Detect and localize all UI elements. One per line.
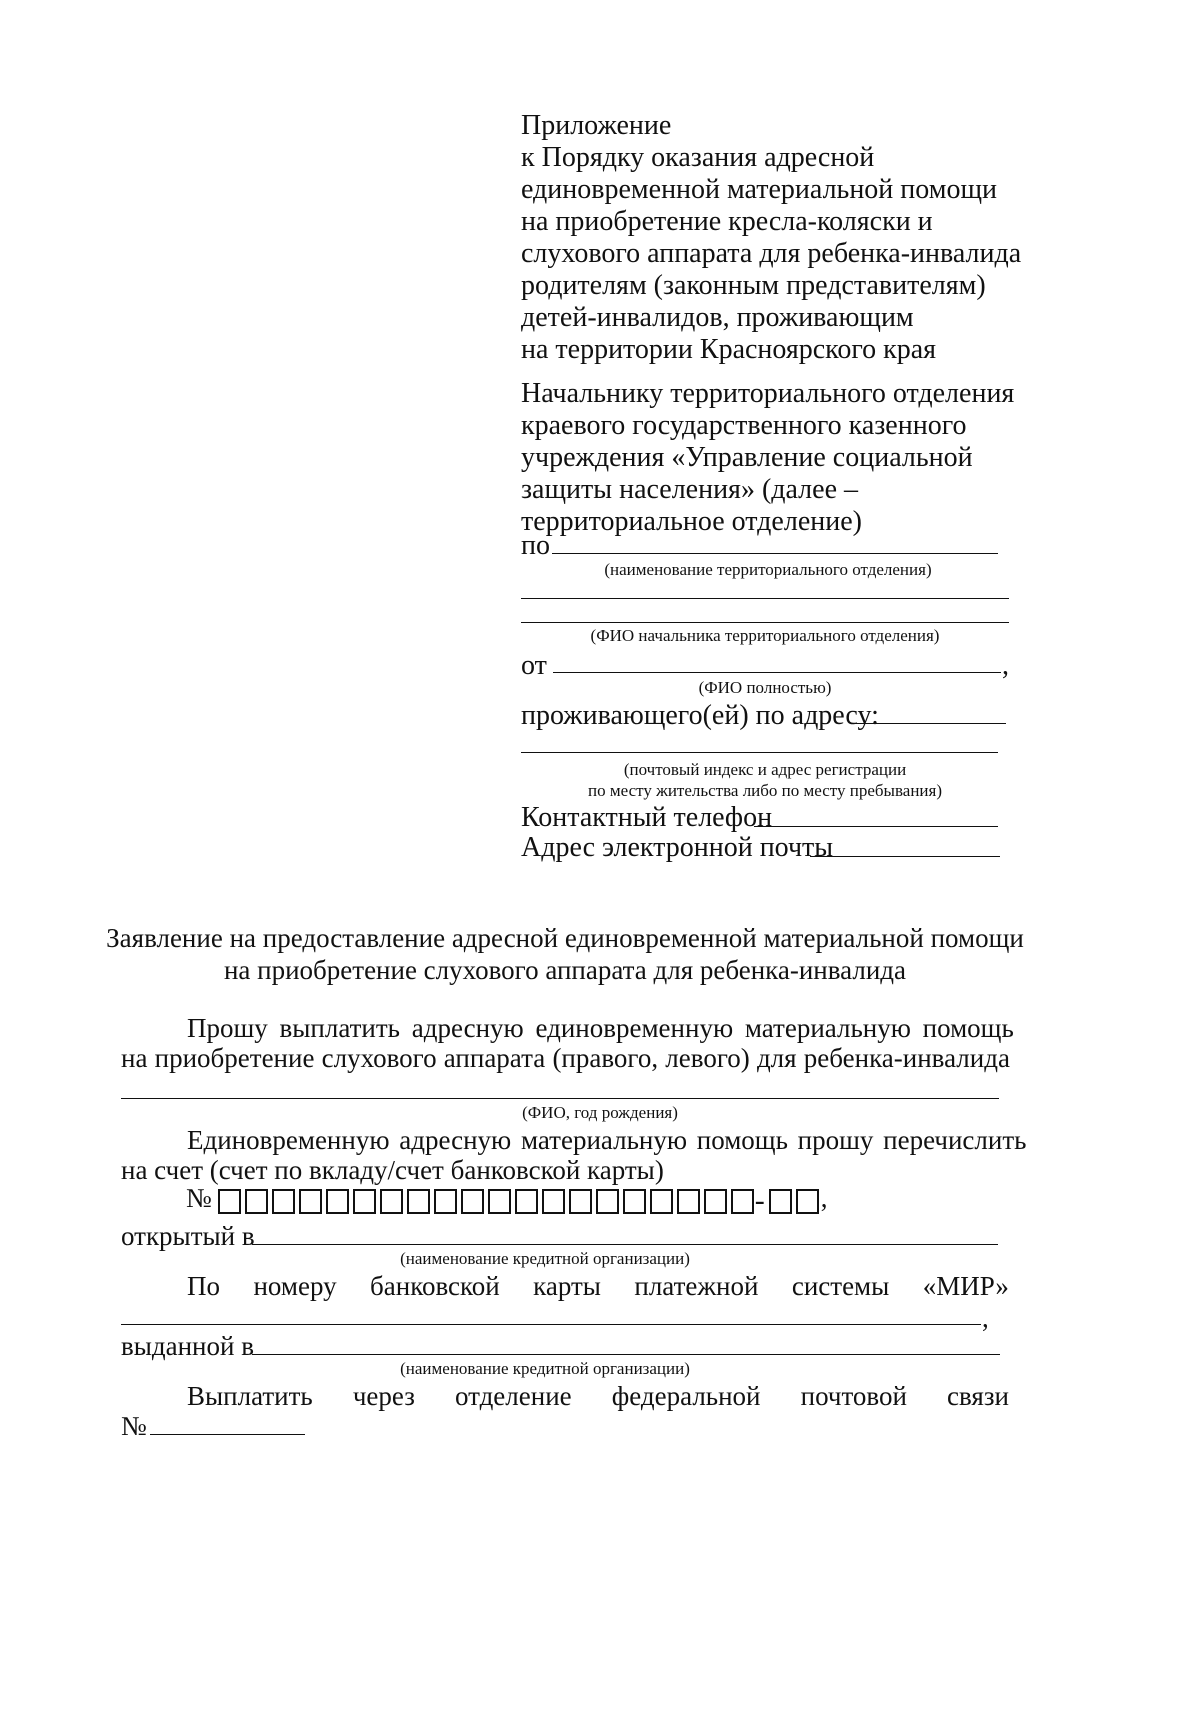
- account-digit-box[interactable]: [796, 1189, 819, 1214]
- appendix-line: на территории Красноярского края: [521, 334, 937, 365]
- word: номеру: [253, 1271, 337, 1301]
- account-no-sign: №: [186, 1183, 212, 1213]
- appendix-line: родителям (законным представителям): [521, 270, 986, 301]
- opened-in-field[interactable]: [252, 1244, 998, 1245]
- addressee-line: Начальнику территориального отделения: [521, 378, 1015, 409]
- post-no-sign: №: [121, 1411, 147, 1441]
- email-field[interactable]: [810, 856, 1000, 857]
- account-digit-box[interactable]: [731, 1189, 754, 1214]
- word: для: [756, 1043, 797, 1073]
- opened-in-caption: (наименование кредитной организации): [400, 1249, 690, 1268]
- address-field-2[interactable]: [521, 752, 998, 753]
- title-line-1: Заявление на предоставление адресной единовременной материальной помощи: [106, 923, 1024, 953]
- word: приобретение: [154, 1043, 315, 1073]
- addressee-line: учреждения «Управление социальной: [521, 442, 973, 473]
- account-digit-box[interactable]: [380, 1189, 403, 1214]
- from-label: от: [521, 650, 547, 681]
- title-line-2: на приобретение слухового аппарата для ребенка-инвалида: [223, 955, 907, 985]
- post-office-line: [187, 1380, 1009, 1412]
- document-title: [0, 922, 1130, 986]
- account-digit-box[interactable]: [569, 1189, 592, 1214]
- chief-name-caption: (ФИО начальника территориального отделения): [590, 626, 940, 645]
- word: карты: [533, 1271, 601, 1301]
- account-digit-box[interactable]: [488, 1189, 511, 1214]
- appendix-line: к Порядку оказания адресной: [521, 142, 875, 173]
- from-comma: ,: [1002, 650, 1009, 681]
- issued-in-label: выданной в: [121, 1331, 254, 1361]
- word: По: [187, 1271, 220, 1301]
- address-caption-2: по месту жительства либо по месту пребывания): [588, 781, 942, 800]
- appendix-line: на приобретение кресла-коляски и: [521, 206, 933, 237]
- child-name-caption: (ФИО, год рождения): [522, 1103, 678, 1122]
- appendix-line: детей-инвалидов, проживающим: [521, 302, 914, 333]
- word: системы: [791, 1271, 890, 1301]
- account-digit-box[interactable]: [461, 1189, 484, 1214]
- word: федеральной: [611, 1381, 761, 1411]
- word: «МИР»: [922, 1271, 1009, 1301]
- opened-in-label: открытый в: [121, 1221, 255, 1251]
- appendix-line: единовременной материальной помощи: [521, 174, 997, 205]
- transfer-line-1: Единовременную адресную материальную помощь прошу перечислить: [187, 1125, 1027, 1155]
- account-digit-box[interactable]: [596, 1189, 619, 1214]
- issued-in-field[interactable]: [252, 1354, 1000, 1355]
- from-caption: (ФИО полностью): [698, 678, 832, 697]
- account-number-row: [186, 1182, 828, 1217]
- email-label: Адрес электронной почты: [521, 832, 834, 863]
- card-number-field[interactable]: [121, 1324, 981, 1325]
- po-field[interactable]: [552, 553, 998, 554]
- from-field[interactable]: [553, 672, 1001, 673]
- addressee-block: [521, 378, 1014, 538]
- address-caption-1: (почтовый индекс и адрес регистрации: [623, 760, 907, 779]
- address-field-1[interactable]: [852, 723, 1006, 724]
- account-digit-box[interactable]: [515, 1189, 538, 1214]
- account-digit-box[interactable]: [677, 1189, 700, 1214]
- appendix-header: [521, 110, 1021, 366]
- account-comma: ,: [820, 1183, 828, 1213]
- request-line-1: Прошу выплатить адресную единовременную материальную помощь: [187, 1013, 1014, 1043]
- addressee-line: территориальное отделение): [521, 506, 862, 537]
- account-digit-box[interactable]: [542, 1189, 565, 1214]
- account-digit-box[interactable]: [299, 1189, 322, 1214]
- word: через: [352, 1381, 415, 1411]
- chief-name-field-2[interactable]: [521, 622, 1009, 623]
- appendix-title: Приложение: [521, 110, 672, 141]
- mir-card-line: [187, 1270, 1009, 1302]
- account-digit-box[interactable]: [623, 1189, 646, 1214]
- addressee-line: защиты населения» (далее –: [521, 474, 859, 505]
- phone-label: Контактный телефон: [521, 802, 773, 833]
- account-digit-box[interactable]: [769, 1189, 792, 1214]
- word: (правого,: [552, 1043, 659, 1073]
- word: слухового: [321, 1043, 437, 1073]
- account-digit-box[interactable]: [434, 1189, 457, 1214]
- account-digit-box[interactable]: [326, 1189, 349, 1214]
- chief-name-field-1[interactable]: [521, 598, 1009, 599]
- post-office-number-field[interactable]: [150, 1434, 305, 1435]
- po-label: по: [521, 530, 550, 561]
- account-digits-main: [218, 1189, 754, 1214]
- word: почтовой: [800, 1381, 907, 1411]
- po-caption: (наименование территориального отделения): [604, 560, 932, 579]
- account-digit-box[interactable]: [704, 1189, 727, 1214]
- word: аппарата: [443, 1043, 546, 1073]
- account-digit-box[interactable]: [272, 1189, 295, 1214]
- account-digit-box[interactable]: [245, 1189, 268, 1214]
- word: связи: [947, 1381, 1009, 1411]
- account-digit-box[interactable]: [218, 1189, 241, 1214]
- appendix-line: слухового аппарата для ребенка-инвалида: [521, 238, 1022, 269]
- word: Выплатить: [187, 1381, 313, 1411]
- card-comma: ,: [982, 1303, 989, 1333]
- word: платежной: [634, 1271, 759, 1301]
- word: на: [121, 1043, 148, 1073]
- child-name-field[interactable]: [121, 1098, 999, 1099]
- word: банковской: [370, 1271, 500, 1301]
- account-digit-box[interactable]: [353, 1189, 376, 1214]
- addressee-line: краевого государственного казенного: [521, 410, 967, 441]
- issued-in-caption: (наименование кредитной организации): [400, 1359, 690, 1378]
- account-digit-box[interactable]: [407, 1189, 430, 1214]
- account-dash: -: [754, 1184, 765, 1217]
- request-line-2: [121, 1042, 1010, 1074]
- account-digits-suffix: [769, 1189, 819, 1214]
- word: левого): [665, 1043, 750, 1073]
- account-digit-box[interactable]: [650, 1189, 673, 1214]
- address-label: проживающего(ей) по адресу:: [521, 700, 879, 731]
- word: отделение: [454, 1381, 572, 1411]
- phone-field[interactable]: [754, 826, 998, 827]
- word: ребенка-инвалида: [803, 1043, 1010, 1073]
- transfer-line-2: на счет (счет по вкладу/счет банковской карты): [121, 1155, 664, 1185]
